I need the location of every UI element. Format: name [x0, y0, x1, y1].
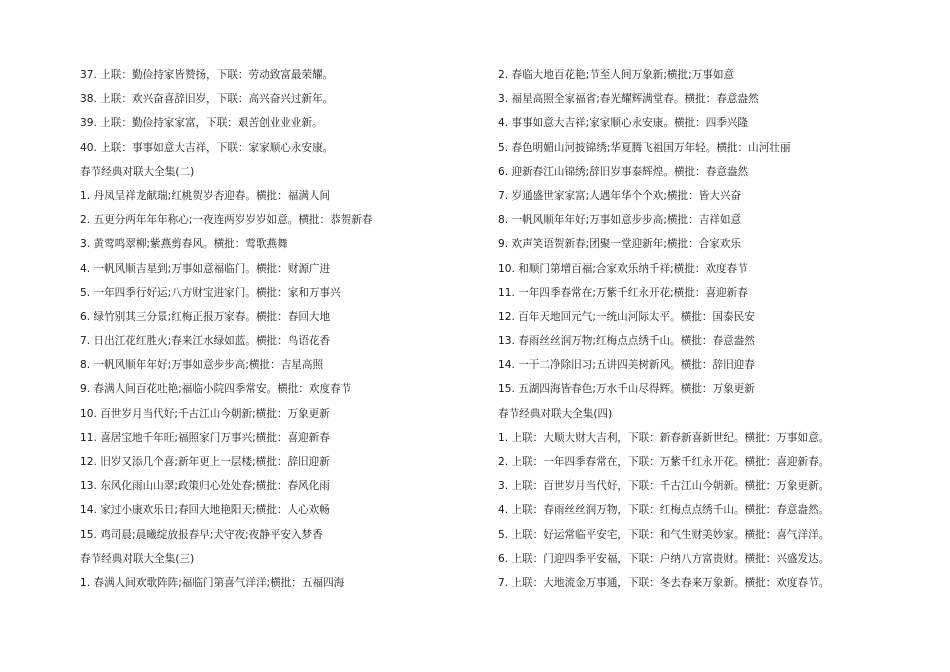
- text-line: 10. 百世岁月当代好;千古江山今朝新;横批：万象更新: [80, 407, 330, 420]
- text-line: 4. 一帆风顺吉星到;万事如意福临门。横批：财源广进: [80, 262, 331, 275]
- text-line: 3. 上联：百世岁月当代好，下联：千古江山今朝新。横批：万象更新。: [498, 480, 830, 493]
- text-line: 3. 黄莺鸣翠柳;紫燕剪春风。横批：莺歌燕舞: [80, 238, 288, 251]
- text-line: 7. 岁通盛世家家富;人遇年华个个欢;横批：皆大兴奋: [498, 189, 742, 202]
- section-heading: 春节经典对联大全集(二): [80, 165, 195, 178]
- text-line: 8. 一帆风顺年年好;万事如意步步高;横批：吉星高照: [80, 359, 324, 372]
- text-line: 13. 春雨丝丝润万物;红梅点点绣千山。横批：春意盎然: [498, 335, 755, 348]
- text-line: 5. 春色明媚山河披锦绣;华夏腾飞祖国万年轻。横批：山河壮丽: [498, 141, 791, 154]
- text-line: 10. 和顺门第增百福;合家欢乐纳千祥;横批：欢度春节: [498, 262, 748, 275]
- text-line: 40. 上联：事事如意大吉祥，下联：家家顺心永安康。: [80, 141, 334, 154]
- text-line: 12. 百年天地回元气;一统山河际太平。横批：国泰民安: [498, 310, 755, 323]
- text-line: 12. 旧岁又添几个喜;新年更上一层楼;横批：辞旧迎新: [80, 456, 330, 468]
- text-line: 11. 一年四季春常在;万紫千红永开花;横批：喜迎新春: [498, 286, 748, 299]
- text-line: 14. 一干二净除旧习;五讲四美树新风。横批：辞旧迎春: [498, 359, 755, 372]
- text-line: 5. 上联：好运常临平安宅，下联：和气生财美妙家。横批：喜气洋洋。: [498, 528, 830, 541]
- section-heading: 春节经典对联大全集(三): [80, 552, 195, 565]
- text-line: 13. 东风化雨山山翠;政策归心处处春;横批：春风化雨: [80, 480, 330, 493]
- text-line: 11. 喜居宝地千年旺;福照家门万事兴;横批：喜迎新春: [80, 431, 330, 444]
- right-column: [498, 63, 918, 595]
- section-heading: 春节经典对联大全集(四): [498, 407, 613, 420]
- text-line: 1. 上联：大顺大财大吉利，下联：新春新喜新世纪。横批：万事如意。: [498, 431, 830, 444]
- text-line: 14. 家过小康欢乐日;春回大地艳阳天;横批：人心欢畅: [80, 504, 330, 517]
- text-line: 2. 上联：一年四季春常在，下联：万紫千红永开花。横批：喜迎新春。: [498, 456, 830, 468]
- text-line: 5. 一年四季行好运;八方财宝进家门。横批：家和万事兴: [80, 286, 341, 299]
- text-line: 7. 日出江花红胜火;春来江水绿如蓝。横批：鸟语花香: [80, 335, 331, 348]
- text-line: 4. 事事如意大吉祥;家家顺心永安康。横批：四季兴隆: [498, 117, 749, 130]
- text-line: 6. 上联：门迎四季平安福，下联：户纳八方富贵财。横批：兴盛发达。: [498, 552, 830, 565]
- text-line: 39. 上联：勤俭持家家富，下联：艰苦创业业业新。: [80, 117, 323, 130]
- text-line: 4. 上联：春雨丝丝润万物，下联：红梅点点绣千山。横批：春意盎然。: [498, 504, 830, 517]
- text-line: 15. 鸡司晨;晨曦绽放报春早;犬守夜;夜静平安入梦香: [80, 528, 323, 541]
- text-line: 7. 上联：大地流金万事通，下联：冬去春来万象新。横批：欢度春节。: [498, 576, 830, 589]
- text-line: 3. 福星高照全家福省;春光耀辉满堂春。横批：春意盎然: [498, 93, 759, 106]
- text-line: 38. 上联：欢兴奋喜辞旧岁，下联：高兴奋兴过新年。: [80, 93, 334, 106]
- text-line: 1. 丹凤呈祥龙献瑞;红桃贺岁杏迎春。横批：福满人间: [80, 189, 331, 202]
- text-line: 2. 五更分两年年年称心;一夜连两岁岁岁如意。横批：恭贺新春: [80, 214, 373, 227]
- text-line: 9. 春满人间百花吐艳;福临小院四季常安。横批：欢度春节: [80, 383, 352, 396]
- text-line: 1. 春满人间欢歌阵阵;福临门第喜气洋洋;横批：五福四海: [80, 576, 345, 589]
- text-line: 2. 春临大地百花艳;节至人间万象新;横批;万事如意: [498, 69, 735, 81]
- left-column: [80, 63, 470, 595]
- text-line: 9. 欢声笑语贺新春;团聚一堂迎新年;横批：合家欢乐: [498, 238, 742, 251]
- text-line: 6. 绿竹别其三分景;红梅正报万家春。横批：春回大地: [80, 310, 331, 323]
- text-line: 37. 上联：勤俭持家皆赞扬，下联：劳动致富最荣耀。: [80, 69, 334, 81]
- text-line: 6. 迎新春江山锦绣;辞旧岁事泰辉煌。横批：春意盎然: [498, 165, 749, 178]
- text-line: 8. 一帆风顺年年好;万事如意步步高;横批：吉祥如意: [498, 214, 742, 227]
- text-line: 15. 五湖四海皆春色;万水千山尽得辉。横批：万象更新: [498, 383, 755, 396]
